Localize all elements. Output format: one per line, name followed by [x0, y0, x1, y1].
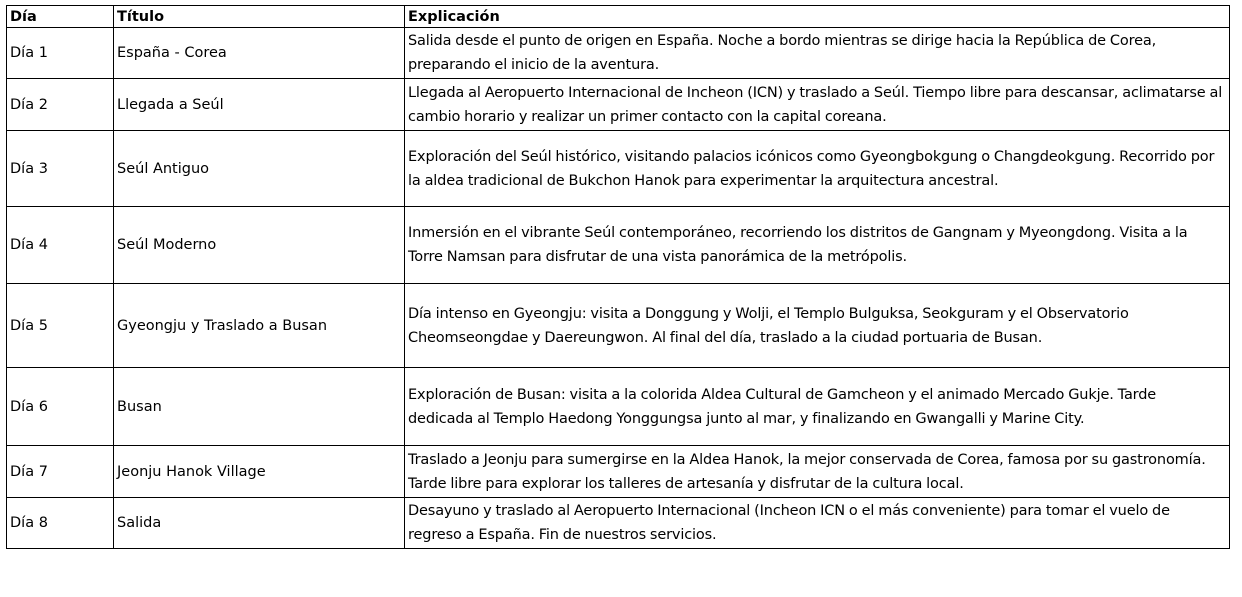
- day-cell: Día 1: [7, 28, 114, 79]
- table-row: [7, 368, 1230, 446]
- day-cell: Día 7: [7, 446, 114, 498]
- itinerary-table: [6, 5, 1230, 549]
- explanation-cell: Salida desde el punto de origen en España. Noche a bordo mientras se dirige hacia la República de Corea, preparando el inicio de la aventura.: [405, 28, 1230, 79]
- table-row: [7, 446, 1230, 498]
- day-cell: Día 3: [7, 131, 114, 207]
- explanation-cell: Desayuno y traslado al Aeropuerto Internacional (Incheon ICN o el más conveniente) para tomar el vuelo de regreso a España. Fin de nuestros servicios.: [405, 498, 1230, 549]
- explanation-cell: Llegada al Aeropuerto Internacional de Incheon (ICN) y traslado a Seúl. Tiempo libre para descansar, aclimatarse al cambio horario y realizar un primer contacto con la capital coreana.: [405, 79, 1230, 131]
- title-cell: España - Corea: [114, 28, 405, 79]
- day-cell: Día 2: [7, 79, 114, 131]
- table-row: [7, 498, 1230, 549]
- table-row: [7, 131, 1230, 207]
- header-day: Día: [7, 6, 114, 28]
- day-cell: Día 4: [7, 207, 114, 284]
- table-row: [7, 284, 1230, 368]
- header-explanation: Explicación: [405, 6, 1230, 28]
- explanation-cell: Exploración de Busan: visita a la colorida Aldea Cultural de Gamcheon y el animado Mercado Gukje. Tarde dedicada al Templo Haedong Yonggungsa junto al mar, y finalizando en Gwangalli y Marine City.: [405, 368, 1230, 446]
- header-row: [7, 6, 1230, 28]
- explanation-cell: Día intenso en Gyeongju: visita a Donggung y Wolji, el Templo Bulguksa, Seokguram y el Observatorio Cheomseongdae y Daereungwon. Al final del día, traslado a la ciudad portuaria de Busan.: [405, 284, 1230, 368]
- title-cell: Jeonju Hanok Village: [114, 446, 405, 498]
- title-cell: Gyeongju y Traslado a Busan: [114, 284, 405, 368]
- day-cell: Día 6: [7, 368, 114, 446]
- title-cell: Llegada a Seúl: [114, 79, 405, 131]
- title-cell: Salida: [114, 498, 405, 549]
- title-cell: Busan: [114, 368, 405, 446]
- table-row: [7, 207, 1230, 284]
- day-cell: Día 8: [7, 498, 114, 549]
- explanation-cell: Inmersión en el vibrante Seúl contemporáneo, recorriendo los distritos de Gangnam y Myeongdong. Visita a la Torre Namsan para disfrutar de una vista panorámica de la metrópolis.: [405, 207, 1230, 284]
- day-cell: Día 5: [7, 284, 114, 368]
- explanation-cell: Exploración del Seúl histórico, visitando palacios icónicos como Gyeongbokgung o Changdeokgung. Recorrido por la aldea tradicional de Bukchon Hanok para experimentar la arquitectura ancestral.: [405, 131, 1230, 207]
- table-row: [7, 79, 1230, 131]
- title-cell: Seúl Moderno: [114, 207, 405, 284]
- header-title: Título: [114, 6, 405, 28]
- table-row: [7, 28, 1230, 79]
- title-cell: Seúl Antiguo: [114, 131, 405, 207]
- explanation-cell: Traslado a Jeonju para sumergirse en la Aldea Hanok, la mejor conservada de Corea, famosa por su gastronomía. Tarde libre para explorar los talleres de artesanía y disfrutar de la cultura local.: [405, 446, 1230, 498]
